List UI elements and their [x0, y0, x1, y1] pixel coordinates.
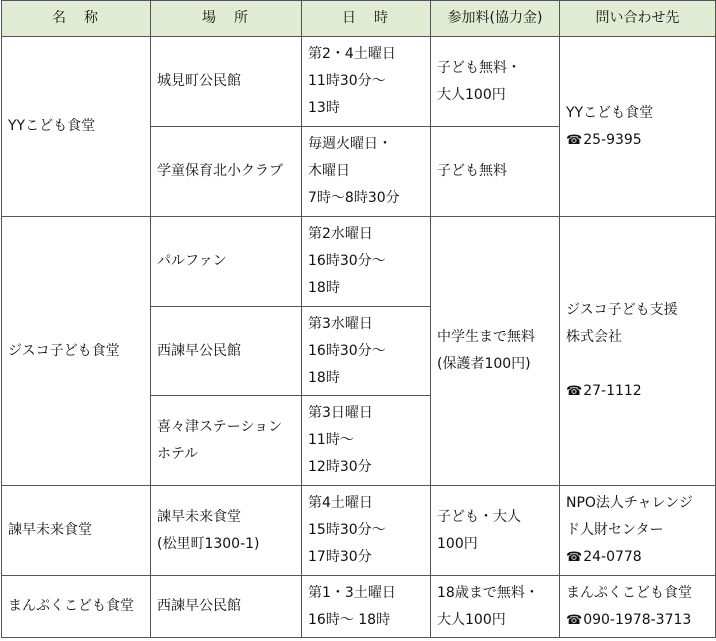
header-row: [2, 1, 716, 37]
shokudo-name: YYこども食堂: [2, 37, 151, 217]
datetime-cell: 第2水曜日 16時30分～ 18時: [302, 217, 431, 307]
contact-cell: まんぷくこども食堂 ☎090-1978-3713: [560, 576, 716, 638]
shokudo-name: ジスコ子ども食堂: [2, 217, 151, 486]
phone-number: 24-0778: [583, 549, 642, 565]
telephone-icon: ☎: [566, 550, 583, 565]
place-cell: 喜々津ステーション ホテル: [151, 396, 302, 486]
datetime-cell: 第4土曜日 15時30分～ 17時30分: [302, 486, 431, 576]
place-cell: 西諫早公民館: [151, 307, 302, 396]
phone-number: 27-1112: [583, 383, 642, 399]
header-datetime: 日 時: [302, 1, 431, 37]
datetime-cell: 第1・3土曜日 16時～ 18時: [302, 576, 431, 638]
datetime-cell: 第3水曜日 16時30分～ 18時: [302, 307, 431, 396]
shokudo-name: まんぷくこども食堂: [2, 576, 151, 638]
datetime-cell: 毎週火曜日・ 木曜日 7時～8時30分: [302, 127, 431, 217]
phone-number: 090-1978-3713: [583, 611, 692, 628]
header-name: 名 称: [2, 1, 151, 37]
contact-cell: ジスコ子ども支援 株式会社 ☎27-1112: [560, 217, 716, 486]
fee-cell: 子ども無料: [431, 127, 560, 217]
table-row: [2, 576, 716, 638]
header-contact: 問い合わせ先: [560, 1, 716, 37]
telephone-icon: ☎: [566, 384, 583, 399]
place-cell: 西諫早公民館: [151, 576, 302, 638]
telephone-icon: ☎: [566, 612, 583, 628]
fee-cell: 18歳まで無料・ 大人100円: [431, 576, 560, 638]
fee-cell: 子ども・大人 100円: [431, 486, 560, 576]
kodomo-shokudo-table: [1, 0, 716, 638]
table-row: [2, 37, 716, 127]
header-fee: 参加料(協力金): [431, 1, 560, 37]
header-place: 場 所: [151, 1, 302, 37]
place-cell: パルファン: [151, 217, 302, 307]
contact-cell: NPO法人チャレンジ ド人財センター ☎24-0778: [560, 486, 716, 576]
datetime-cell: 第3日曜日 11時～ 12時30分: [302, 396, 431, 486]
datetime-cell: 第2・4土曜日 11時30分～ 13時: [302, 37, 431, 127]
phone-number: 25-9395: [583, 131, 642, 148]
telephone-icon: ☎: [566, 132, 583, 148]
place-cell: 城見町公民館: [151, 37, 302, 127]
table-row: [2, 486, 716, 576]
shokudo-name: 諫早未来食堂: [2, 486, 151, 576]
place-cell: 諫早未来食堂 (松里町1300-1): [151, 486, 302, 576]
table-row: [2, 217, 716, 307]
contact-cell: YYこども食堂 ☎25-9395: [560, 37, 716, 217]
fee-cell: 中学生まで無料 (保護者100円): [431, 217, 560, 486]
place-cell: 学童保育北小クラブ: [151, 127, 302, 217]
fee-cell: 子ども無料・ 大人100円: [431, 37, 560, 127]
